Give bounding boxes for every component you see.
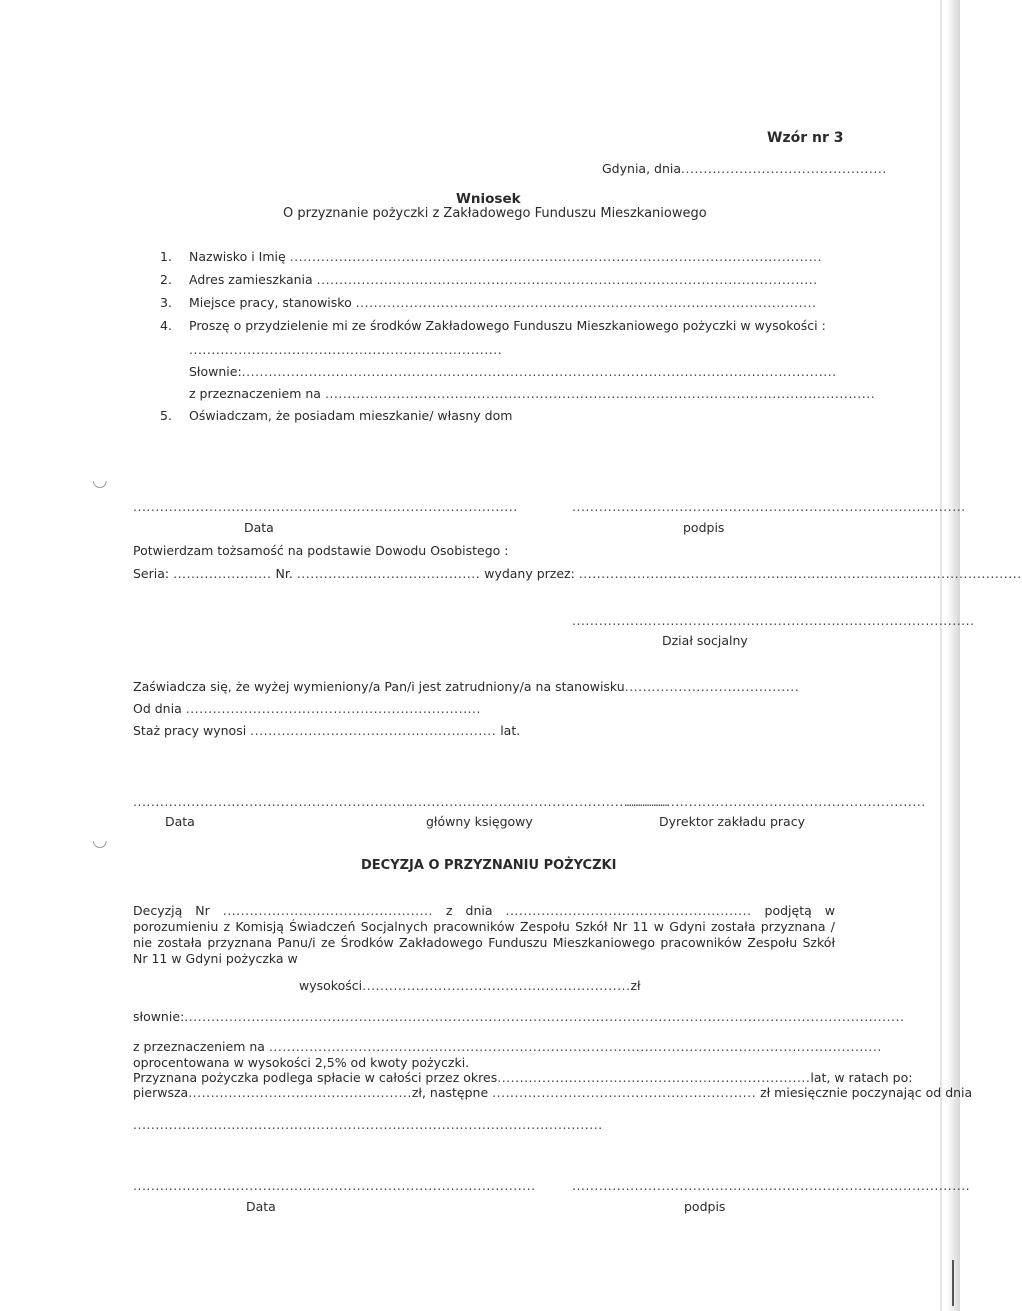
item-number: 2. bbox=[160, 272, 172, 287]
form-number: Wzór nr 3 bbox=[767, 130, 844, 146]
date-line[interactable]: .............................................................. bbox=[133, 794, 411, 809]
field-employed-since[interactable]: Od dnia .................................................................. bbox=[133, 701, 481, 716]
field-address[interactable]: Adres zamieszkania ................................................................................................................ bbox=[189, 272, 818, 287]
field-tenure[interactable]: Staż pracy wynosi ....................................................... lat. bbox=[133, 723, 521, 738]
start-date-field[interactable]: ......................................................................................................... bbox=[133, 1117, 603, 1132]
scan-edge-mark bbox=[952, 1260, 954, 1306]
seria-field[interactable]: ...................... bbox=[173, 566, 272, 581]
date-label: Data bbox=[165, 814, 195, 829]
decision-title: DECYZJA O PRZYZNANIU POŻYCZKI bbox=[361, 858, 617, 873]
director-signature-line[interactable]: ................................................................... bbox=[626, 794, 926, 809]
social-dept-signature-line[interactable]: .......................................................................................... bbox=[572, 613, 975, 628]
field-loan-purpose[interactable]: z przeznaczeniem na ........................................................................................................................... bbox=[189, 386, 876, 401]
signature-line[interactable]: ........................................................................................ bbox=[572, 499, 966, 514]
interest-text: oprocentowana w wysokości 2,5% od kwoty pożyczki. bbox=[133, 1055, 470, 1070]
next-installment-field[interactable]: ........................................................... bbox=[492, 1085, 757, 1100]
signature-label: podpis bbox=[684, 1199, 726, 1214]
date-label: Data bbox=[246, 1199, 276, 1214]
accountant-label: główny księgowy bbox=[426, 814, 533, 829]
scan-right-edge bbox=[946, 0, 960, 1311]
housing-statement: Oświadczam, że posiadam mieszkanie/ własny dom bbox=[189, 408, 513, 423]
id-confirm-text: Potwierdzam tożsamość na podstawie Dowodu Osobistego : bbox=[133, 543, 509, 558]
field-full-name[interactable]: Nazwisko i Imię ....................................................................................................................... bbox=[189, 249, 822, 264]
nr-field[interactable]: ......................................... bbox=[296, 566, 481, 581]
accountant-signature-line[interactable]: .......................................................... bbox=[409, 794, 669, 809]
field-decision-words[interactable]: słownie:................................................................................................................................................................. bbox=[133, 1009, 905, 1024]
field-decision-amount[interactable]: wysokości............................................................zł bbox=[299, 978, 641, 993]
decision-number-field[interactable]: ............................................... bbox=[222, 903, 433, 918]
signature-label: podpis bbox=[683, 520, 725, 535]
field-amount-words[interactable]: Słownie:..................................................................................................................................... bbox=[189, 364, 837, 379]
director-label: Dyrektor zakładu pracy bbox=[659, 814, 805, 829]
scan-bracket-mark: ◡ bbox=[92, 830, 108, 851]
field-decision-purpose[interactable]: z przeznaczeniem na ......................................................................................................................................... bbox=[133, 1039, 882, 1054]
field-loan-amount[interactable]: ...................................................................... bbox=[189, 342, 503, 357]
date-label: Data bbox=[244, 520, 274, 535]
form-title: Wniosek bbox=[456, 191, 521, 207]
first-installment-field[interactable]: .................................................. bbox=[188, 1085, 412, 1100]
item-number: 4. bbox=[160, 318, 172, 333]
scan-edge-line bbox=[940, 0, 942, 1311]
date-line[interactable]: ...................................................................................... bbox=[133, 499, 518, 514]
place-date: Gdynia, dnia.............................................. bbox=[602, 161, 887, 176]
field-position[interactable]: Zaświadcza się, że wyżej wymieniony/a Pan/i jest zatrudniony/a na stanowisku....................................... bbox=[133, 679, 800, 694]
issued-label: wydany przez: bbox=[484, 566, 575, 581]
social-dept-label: Dział socjalny bbox=[662, 633, 748, 648]
id-details-row bbox=[133, 566, 1022, 581]
decision-paragraph: Decyzją Nr ............................................... z dnia ....................................................... podjętą w porozumieniu z Komisją Świadczeń Socjalnych pracowników Zespołu Szkół Nr 11 w Gdyni została przyznana / nie została przyznana Panu/i ze Środków Zakładowego Funduszu Mieszkaniowego pracowników Zespołu Szkół Nr 11 w Gdyni pożyczka w bbox=[133, 903, 835, 966]
item-number: 3. bbox=[160, 295, 172, 310]
repayment-period: Przyznana pożyczka podlega spłacie w całości przez okres ...................................................................... lat, w ratach po: bbox=[133, 1070, 913, 1085]
form-subtitle: O przyznanie pożyczki z Zakładowego Funduszu Mieszkaniowego bbox=[283, 206, 707, 221]
repayment-period-field[interactable]: ...................................................................... bbox=[497, 1070, 811, 1085]
date-line[interactable]: .......................................................................................... bbox=[133, 1178, 536, 1193]
seria-label: Seria: bbox=[133, 566, 170, 581]
loan-request-text: Proszę o przydzielenie mi ze środków Zakładowego Funduszu Mieszkaniowego pożyczki w wysokości : bbox=[189, 318, 826, 333]
signature-line[interactable]: ......................................................................................... bbox=[572, 1178, 971, 1193]
item-number: 1. bbox=[160, 249, 172, 264]
item-number: 5. bbox=[160, 408, 172, 423]
decision-date-field[interactable]: ....................................................... bbox=[505, 903, 752, 918]
issued-field[interactable]: ................................................................................................... bbox=[578, 566, 1022, 581]
field-workplace[interactable]: Miejsce pracy, stanowisko ....................................................................................................... bbox=[189, 295, 817, 310]
installments-row: pierwsza..................................................zł, następne ........................................................... zł miesięcznie poczynając od dnia bbox=[133, 1085, 973, 1100]
scan-bracket-mark: ◡ bbox=[92, 470, 108, 491]
nr-label: Nr. bbox=[275, 566, 293, 581]
